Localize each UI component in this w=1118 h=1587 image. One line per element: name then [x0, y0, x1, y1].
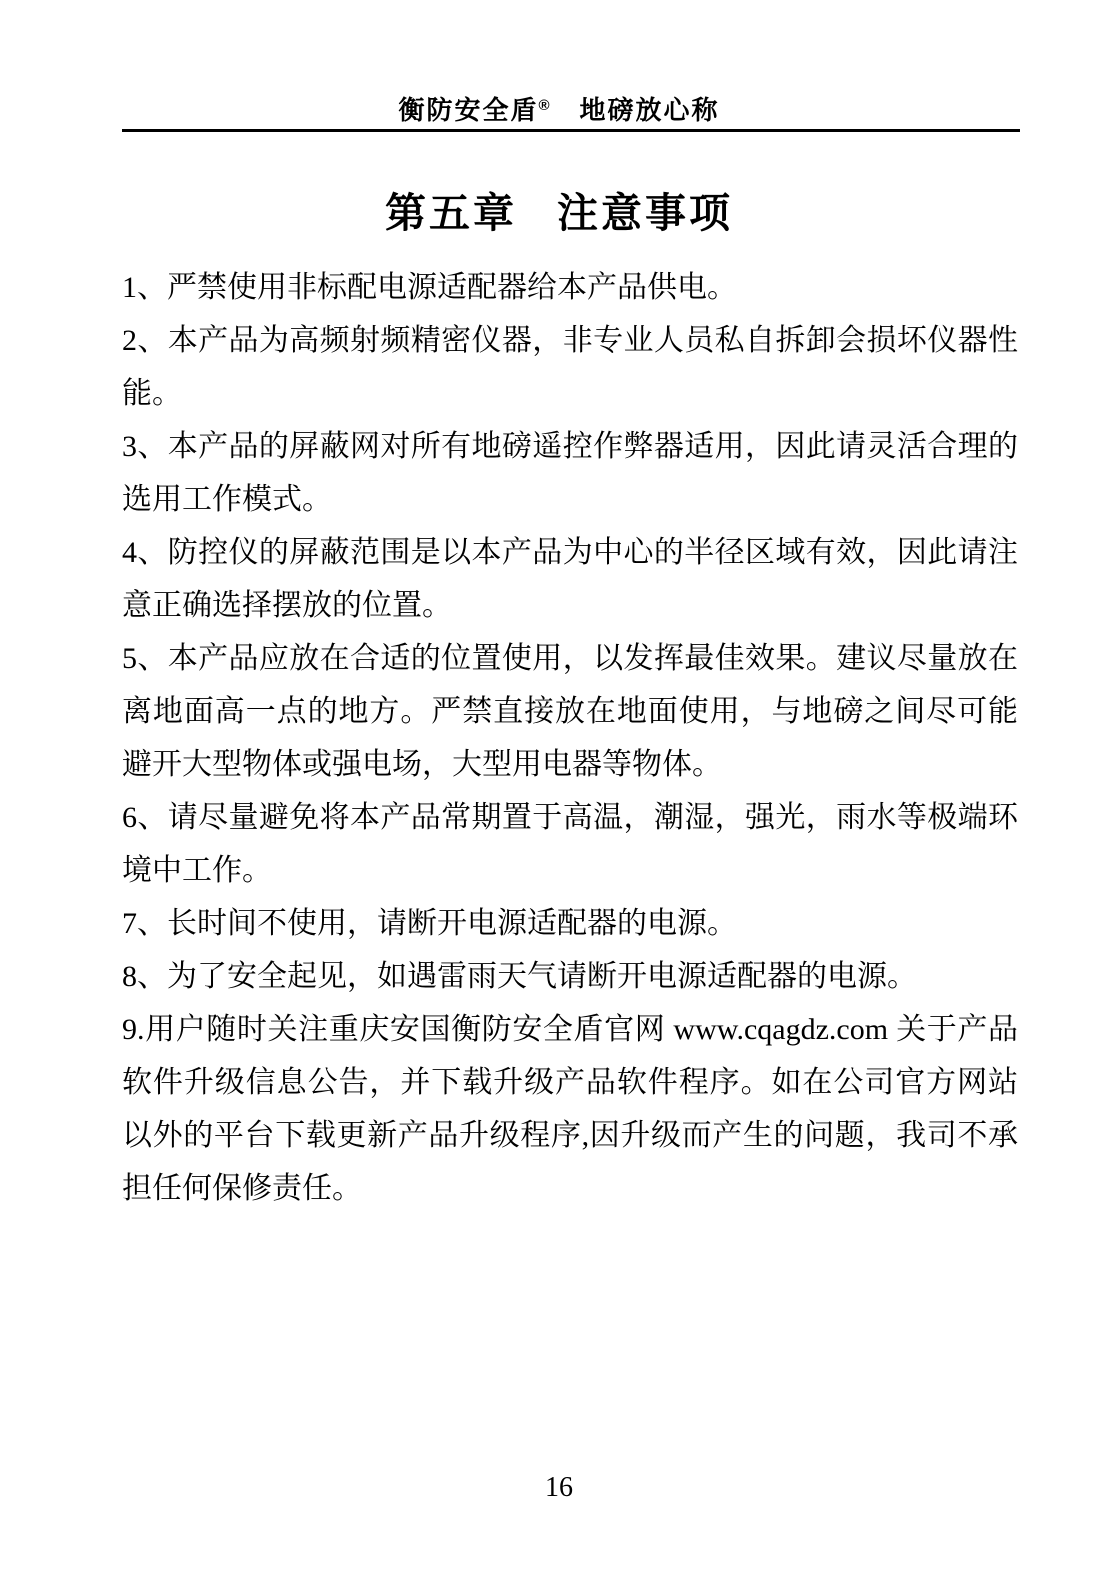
notice-item-3: 3、本产品的屏蔽网对所有地磅遥控作弊器适用，因此请灵活合理的选用工作模式。: [122, 430, 1018, 516]
chapter-heading: 注意事项: [557, 190, 733, 236]
notice-item-1: 1、严禁使用非标配电源适配器给本产品供电。: [122, 271, 737, 304]
chapter-number: 第五章: [385, 190, 517, 236]
brand-name: 衡防安全盾: [398, 95, 539, 125]
notice-item-9: 9.用户随时关注重庆安国衡防安全盾官网 www.cqagdz.com 关于产品软件升级信息公告，并下载升级产品软件程序。如在公司官方网站以外的平台下载更新产品升级程序,因升级而产生的问题，我司不承担任何保修责任。: [122, 1013, 1018, 1205]
notice-item-6: 6、请尽量避免将本产品常期置于高温，潮湿，强光，雨水等极端环境中工作。: [122, 801, 1018, 887]
notice-list: [122, 261, 1018, 1215]
brand-tagline: 地磅放心称: [579, 95, 720, 125]
header-divider: [122, 129, 1020, 132]
chapter-title: [0, 180, 1118, 239]
notice-item-2: 2、本产品为高频射频精密仪器，非专业人员私自拆卸会损坏仪器性能。: [122, 324, 1018, 410]
notice-item-5: 5、本产品应放在合适的位置使用，以发挥最佳效果。建议尽量放在离地面高一点的地方。严禁直接放在地面使用，与地磅之间尽可能避开大型物体或强电场，大型用电器等物体。: [122, 642, 1018, 781]
page-header: [0, 90, 1118, 127]
registered-trademark-symbol: ®: [538, 97, 550, 114]
notice-item-4: 4、防控仪的屏蔽范围是以本产品为中心的半径区域有效，因此请注意正确选择摆放的位置。: [122, 536, 1018, 622]
page-number: 16: [545, 1472, 573, 1503]
notice-item-7: 7、长时间不使用，请断开电源适配器的电源。: [122, 907, 737, 940]
notice-item-8: 8、为了安全起见，如遇雷雨天气请断开电源适配器的电源。: [122, 960, 917, 993]
